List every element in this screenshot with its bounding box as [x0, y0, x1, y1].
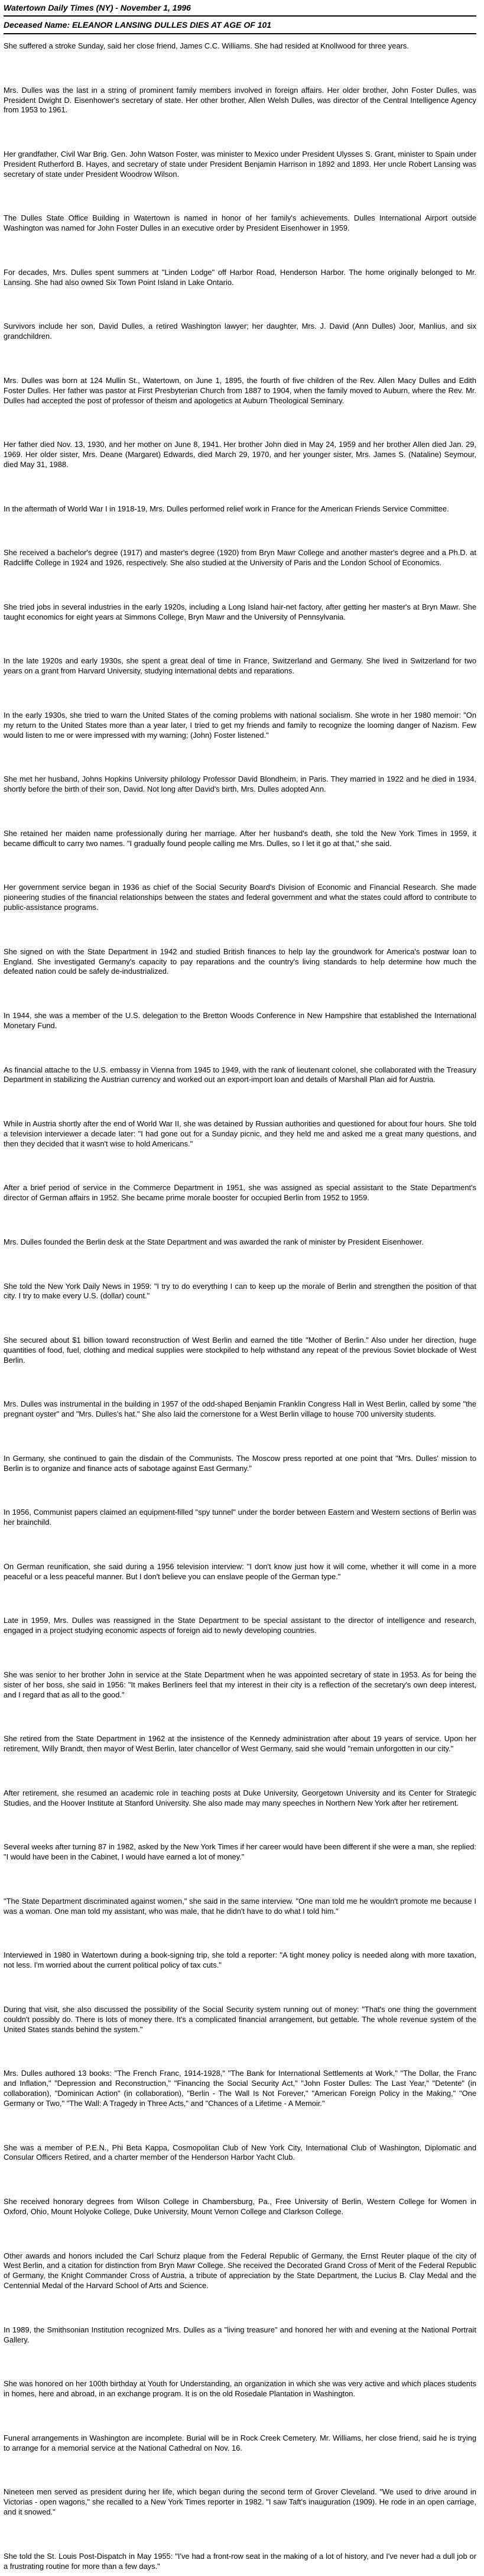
article-paragraph: As financial attache to the U.S. embassy in Vienna from 1945 to 1949, with the rank of lieutenant colonel, she collaborated with the Treasury Department in stabilizing the Austrian currency and worked out an export-import loan and details of Marshall Plan aid for Austria.	[4, 1065, 476, 1084]
article-paragraph: While in Austria shortly after the end of World War II, she was detained by Russian authorities and questioned for about four hours. She told a television interviewer a decade later: "I had gone out for a Sunday picnic, and they held me and asked me a great many questions, and then they decided that it wasn't wise to hold Americans."	[4, 1119, 476, 1148]
article-paragraph: Late in 1959, Mrs. Dulles was reassigned in the State Department to be special assistant to the director of intelligence and research, engaged in a project studying economic aspects of foreign aid to newly developing countries.	[4, 1616, 476, 1635]
article-paragraph: She received a bachelor's degree (1917) and master's degree (1920) from Bryn Mawr College and another master's degree and a Ph.D. at Radcliffe College in 1924 and 1926, respectively. She also studied at the University of Paris and the London School of Economics.	[4, 548, 476, 568]
article-paragraph: Mrs. Dulles was born at 124 Mullin St., Watertown, on June 1, 1895, the fourth of five children of the Rev. Allen Macy Dulles and Edith Foster Dulles. Her father was pastor at First Presbyterian Church from 1887 to 1904, when the family moved to Auburn, where the Rev. Mr. Dulles had accepted the post of professor of theism and apologetics at Auburn Theological Seminary.	[4, 375, 476, 405]
article-paragraph: She retained her maiden name professionally during her marriage. After her husband's death, she told the New York Times in 1959, it became difficult to carry two names. "I gradually found people calling me Mrs. Dulles, so I let it go at that," she said.	[4, 828, 476, 848]
article-paragraph: She retired from the State Department in 1962 at the insistence of the Kennedy administration after about 19 years of service. Upon her retirement, Willy Brandt, then mayor of West Berlin, later chancellor of West Germany, said she would "remain unforgotten in our city."	[4, 1734, 476, 1754]
article-paragraph: After retirement, she resumed an academic role in teaching posts at Duke University, Georgetown University and its Center for Strategic Studies, and the Hoover Institute at Stanford University. She also made may many speeches in Northern New York after her retirement.	[4, 1788, 476, 1807]
article-paragraph: She secured about $1 billion toward reconstruction of West Berlin and earned the title "Mother of Berlin." Also under her direction, huge quantities of food, fuel, clothing and medical supplies were stockpiled to help withstand any repeat of the previous Soviet blockade of West Berlin.	[4, 1336, 476, 1365]
article-paragraph: "The State Department discriminated against women," she said in the same interview. "One man told me he wouldn't promote me because I was a woman. One man told my assistant, who was male, that he didn't have to do what I told him."	[4, 1896, 476, 1916]
masthead: Watertown Daily Times (NY) - November 1, 1996	[4, 3, 191, 12]
article-paragraph: She signed on with the State Department in 1942 and studied British finances to help lay the groundwork for America's postwar loan to England. She investigated Germany's capacity to pay reparations and the country's living standards to help determine how much the defeated nation could be safely de-industrialized.	[4, 947, 476, 976]
article-paragraph: Mrs. Dulles was instrumental in the building in 1957 of the odd-shaped Benjamin Franklin Congress Hall in West Berlin, called by some "the pregnant oyster" and "Mrs. Dulles's hat." She also laid the cornerstone for a West Berlin village to house 700 university students.	[4, 1399, 476, 1419]
headline: Deceased Name: ELEANOR LANSING DULLES DIES AT AGE OF 101	[4, 20, 272, 30]
article-paragraph: Her father died Nov. 13, 1930, and her mother on June 8, 1941. Her brother John died in May 24, 1959 and her brother Allen died Jan. 29, 1969. Her older sister, Mrs. Deane (Margaret) Edwards, died March 29, 1970, and her younger sister, Mrs. James S. (Nataline) Seymour, died May 31, 1988.	[4, 440, 476, 469]
article-paragraph: For decades, Mrs. Dulles spent summers at "Linden Lodge" off Harbor Road, Henderson Harbor. The home originally belonged to Mr. Lansing. She had also owned Six Town Point Island in Lake Ontario.	[4, 267, 476, 287]
article-paragraph: Interviewed in 1980 in Watertown during a book-signing trip, she told a reporter: "A tight money policy is needed along with more taxation, not less. I'm worried about the current political policy of tax cuts."	[4, 1950, 476, 1970]
article-paragraph: She suffered a stroke Sunday, said her close friend, James C.C. Williams. She had resided at Knollwood for three years.	[4, 41, 409, 50]
article-paragraph: In 1944, she was a member of the U.S. delegation to the Bretton Woods Conference in New Hampshire that established the International Monetary Fund.	[4, 1011, 476, 1030]
article-paragraph: Mrs. Dulles was the last in a string of prominent family members involved in foreign affairs. Her older brother, John Foster Dulles, was President Dwight D. Eisenhower's secretary of state. Her other brother, Allen Welsh Dulles, was director of the Central Intelligence Agency from 1953 to 1961.	[4, 85, 476, 115]
article-paragraph: Funeral arrangements in Washington are incomplete. Burial will be in Rock Creek Cemetery. Mr. Williams, her close friend, said he is trying to arrange for a memorial service at the National Cathedral on Nov. 16.	[4, 2433, 476, 2452]
article-paragraph: The Dulles State Office Building in Watertown is named in honor of her family's achievements. Dulles International Airport outside Washington was named for John Foster Dulles in an executive order by President Eisenhower in 1959.	[4, 213, 476, 233]
article-paragraph: Her grandfather, Civil War Brig. Gen. John Watson Foster, was minister to Mexico under President Ulysses S. Grant, minister to Spain under President Rutherford B. Hayes, and secretary of state under President Benjamin Harrison in 1892 and 1893. Her uncle Robert Lansing was secretary of state under President Woodrow Wilson.	[4, 150, 476, 179]
article-paragraph: Mrs. Dulles authored 13 books: "The French Franc, 1914-1928," "The Bank for International Settlements at Work," "The Dollar, the Franc and Inflation," "Depression and Reconstruction," "Financing the Social Security Act," "John Foster Dulles: The Last Year," "Detente" (in collaboration), "Dominican Action" (in collaboration), "Berlin - The Wall Is Not Forever," "American Foreign Policy in the Making," "One Germany or Two," "The Wall: A Tragedy in Three Acts," and "Chances of a Lifetime - A Memoir."	[4, 2069, 476, 2108]
article-paragraph: During that visit, she also discussed the possibility of the Social Security system running out of money: "That's one thing the government couldn't possibly do. There is lots of money there. It's a complicated financial arrangement, but gettable. The whole revenue system of the United States stands behind the system."	[4, 2004, 476, 2034]
article-paragraph: In Germany, she continued to gain the disdain of the Communists. The Moscow press reported at one point that "Mrs. Dulles' mission to Berlin is to organize and finance acts of sabotage against East Germany."	[4, 1453, 476, 1473]
article-paragraph: Nineteen men served as president during her life, which began during the second term of Grover Cleveland. "We used to drive around in Victorias - open wagons," she recalled to a New York Times reporter in 1982. "I saw Taft's inauguration (1909). He rode in an open carriage, and it snowed."	[4, 2487, 476, 2517]
article-paragraph: Mrs. Dulles founded the Berlin desk at the State Department and was awarded the rank of minister by President Eisenhower.	[4, 1237, 424, 1246]
article-paragraph: In 1956, Communist papers claimed an equipment-filled "spy tunnel" under the border between Eastern and Western sections of Berlin was her brainchild.	[4, 1508, 476, 1527]
article-paragraph: She was senior to her brother John in service at the State Department when he was appointed secretary of state in 1953. As for being the sister of her boss, she said in 1956: "It makes Berliners feel that my interest in their city is a reflection of the secretary's own deep interest, and I regard that as all to the good."	[4, 1670, 476, 1699]
article-paragraph: Several weeks after turning 87 in 1982, asked by the New York Times if her career would have been different if she were a man, she replied: "I would have been in the Cabinet, I would have earned a lot of money."	[4, 1842, 476, 1862]
article-paragraph: Her government service began in 1936 as chief of the Social Security Board's Division of Economic and Financial Research. She made pioneering studies of the financial relationships between the states and federal government and what the states could afford to contribute to public-assistance programs.	[4, 883, 476, 912]
article-paragraph: She told the St. Louis Post-Dispatch in May 1955: "I've had a front-row seat in the making of a lot of history, and I've never had a dull job or a frustrating routine for more than a few days."	[4, 2551, 476, 2571]
article-paragraph: In the late 1920s and early 1930s, she spent a great deal of time in France, Switzerland and Germany. She lived in Switzerland for two years on a grant from Harvard University, studying international debts and reparations.	[4, 656, 476, 676]
article-paragraph: In the early 1930s, she tried to warn the United States of the coming problems with national socialism. She wrote in her 1980 memoir: "On my return to the United States more than a year later, I tried to get my friends and family to recognize the looming danger of Nazism. Few would listen to me or were impressed with my warning; (John) Foster listened."	[4, 710, 476, 740]
article-paragraph: She told the New York Daily News in 1959: "I try to do everything I can to keep up the morale of Berlin and strengthen the position of that city. I try to make every U.S. (dollar) count."	[4, 1281, 476, 1301]
bottom-divider	[4, 33, 476, 34]
article-paragraph: Other awards and honors included the Carl Schurz plaque from the Federal Republic of Germany, the Ernst Reuter plaque of the city of West Berlin, and a citation for distinction from Bryn Mawr College. She received the Decorated Grand Cross of Merit of the Federal Republic of Germany, the Knight Commander Cross of Austria, a tribute of appreciation by the State Department, the Lucius B. Clay Medal and the Centennial Medal of the Harvard School of Arts and Science.	[4, 2251, 476, 2290]
top-divider	[4, 15, 476, 17]
article-body	[4, 41, 476, 2572]
article-paragraph: On German reunification, she said during a 1956 television interview: "I don't know just how it will come, whether it will come in a more peaceful or a less peaceful manner. But I don't believe you can enslave people of the German type."	[4, 1561, 476, 1581]
article-paragraph: She was honored on her 100th birthday at Youth for Understanding, an organization in which she was very active and which places students in homes, here and abroad, in an exchange program. It is on the old Rosedale Plantation in Washington.	[4, 2379, 476, 2399]
article-paragraph: She tried jobs in several industries in the early 1920s, including a Long Island hair-net factory, after getting her master's at Bryn Mawr. She taught economics for eight years at Simmons College, Bryn Mawr and the University of Pennsylvania.	[4, 602, 476, 621]
article-paragraph: In 1989, the Smithsonian Institution recognized Mrs. Dulles as a "living treasure" and honored her with and evening at the National Portrait Gallery.	[4, 2325, 476, 2344]
article-paragraph: Survivors include her son, David Dulles, a retired Washington lawyer; her daughter, Mrs. J. David (Ann Dulles) Joor, Manlius, and six grandchildren.	[4, 322, 476, 341]
article-paragraph: In the aftermath of World War I in 1918-19, Mrs. Dulles performed relief work in France for the American Friends Service Committee.	[4, 504, 449, 513]
article-paragraph: She met her husband, Johns Hopkins University philology Professor David Blondheim, in Paris. They married in 1922 and he died in 1934, shortly before the birth of their son, David. Not long after David's birth, Mrs. Dulles adopted Ann.	[4, 775, 476, 794]
article-paragraph: She received honorary degrees from Wilson College in Chambersburg, Pa., Free University of Berlin, Western College for Women in Oxford, Ohio, Mount Holyoke College, Duke University, Mount Vernon College and Clarkson College.	[4, 2197, 476, 2216]
article-paragraph: She was a member of P.E.N., Phi Beta Kappa, Cosmopolitan Club of New York City, International Club of Washington, Diplomatic and Consular Officers Retired, and a charter member of the Henderson Harbor Yacht Club.	[4, 2143, 476, 2162]
article-paragraph: After a brief period of service in the Commerce Department in 1951, she was assigned as special assistant to the State Department's director of German affairs in 1952. She became prime morale booster for occupied Berlin from 1952 to 1959.	[4, 1183, 476, 1203]
